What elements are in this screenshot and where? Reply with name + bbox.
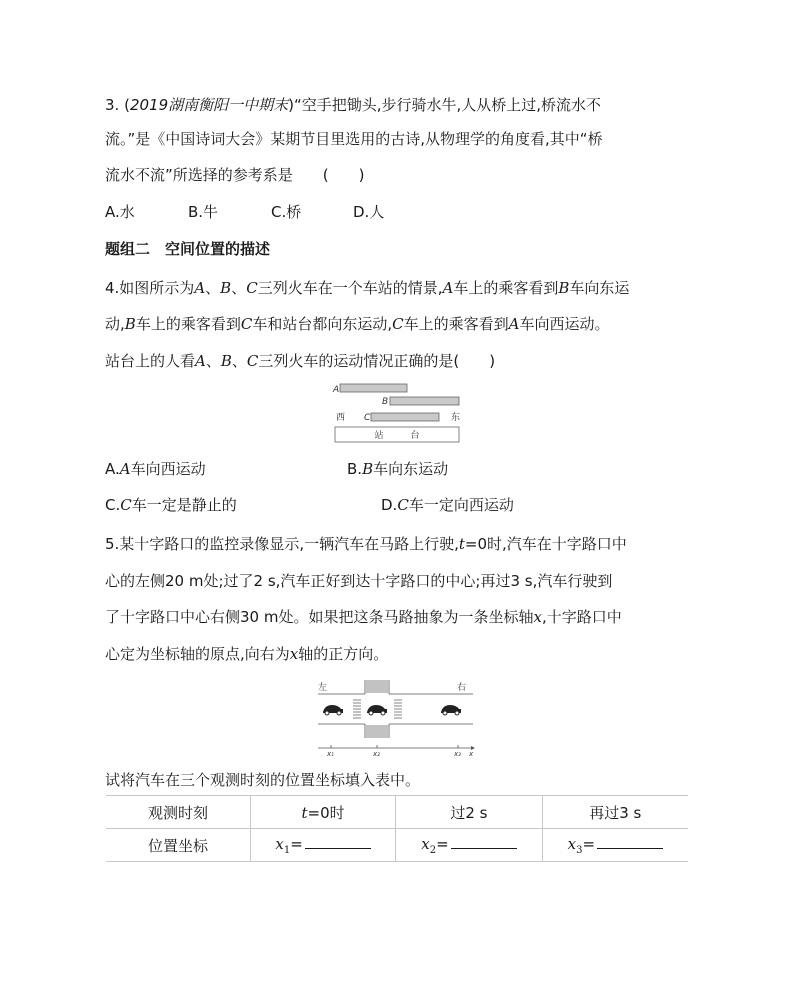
train-c: [371, 413, 439, 421]
x3-label: x₃: [454, 750, 461, 758]
x2-answer-blank[interactable]: [451, 834, 517, 849]
q5-line-2: 心的左侧20 m处;过了2 s,汽车正好到达十字路口的中心;再过3 s,汽车行驶到: [105, 572, 613, 590]
q4-option-d: D.C车一定向西运动: [381, 496, 514, 514]
q5-line-4: 心定为坐标轴的原点,向右为x轴的正方向。: [105, 645, 389, 663]
car-2-icon: [367, 705, 387, 715]
car-3-icon: [441, 705, 461, 715]
q3-option-a: A.水: [105, 203, 135, 221]
platform-label: 站 台: [374, 431, 420, 441]
x1-label: x₁: [327, 750, 334, 758]
east-label: 东: [451, 413, 461, 423]
train-station-figure: [330, 380, 464, 448]
group2-title: 题组二 空间位置的描述: [105, 240, 271, 258]
right-label: 右: [457, 683, 467, 693]
table-row: [106, 829, 688, 862]
q5-line-1: 5.某十字路口的监控录像显示,一辆汽车在马路上行驶,t=0时,汽车在十字路口中: [105, 535, 627, 553]
q4-option-b: B.B车向东运动: [347, 460, 449, 478]
crossroad-figure: [313, 676, 478, 758]
q4-line-2: 动,B车上的乘客看到C车和站台都向东运动,C车上的乘客看到A车向西运动。: [105, 315, 610, 333]
train-c-label: C: [364, 413, 371, 423]
x1-cell: $x_1=$: [250, 829, 395, 862]
left-label: 左: [318, 683, 328, 693]
table-header-after-2s: 过2 s: [396, 796, 542, 829]
west-label: 西: [336, 413, 346, 423]
q3-source: 2019湖南衡阳一中期末: [129, 96, 289, 114]
q3-line-1: 3. (2019湖南衡阳一中期末)“空手把锄头,步行骑水牛,人从桥上过,桥流水不: [105, 96, 602, 114]
train-b: [390, 397, 459, 405]
x1-answer-blank[interactable]: [305, 834, 371, 849]
table-header-after-3s: 再过3 s: [542, 796, 688, 829]
q3-line-2: 流。”是《中国诗词大会》某期节目里选用的古诗,从物理学的角度看,其中“桥: [105, 130, 603, 148]
table-row: [106, 796, 688, 829]
x2-label: x₂: [373, 750, 380, 758]
q3-option-c: C.桥: [271, 203, 302, 221]
table-header-time: 观测时刻: [106, 796, 250, 829]
x3-answer-blank[interactable]: [597, 834, 663, 849]
q5-line-3: 了十字路口中心右侧30 m处。如果把这条马路抽象为一条坐标轴x,十字路口中: [105, 608, 622, 626]
q4-line-3: 站台上的人看A、B、C三列火车的运动情况正确的是( ): [105, 352, 496, 370]
train-a-label: A: [333, 385, 340, 395]
q3-option-b: B.牛: [188, 203, 219, 221]
q3-line-3: 流水不流”所选择的参考系是 ( ): [105, 166, 365, 184]
train-a: [340, 384, 407, 392]
x2-cell: $x_2=$: [396, 829, 542, 862]
q4-option-a: A.A车向西运动: [105, 460, 206, 478]
q3-option-d: D.人: [353, 203, 385, 221]
q4-line-1: 4.如图所示为A、B、C三列火车在一个车站的情景,A车上的乘客看到B车向东运: [105, 279, 630, 297]
axis-label: x: [469, 750, 474, 758]
table-row-label: 位置坐标: [106, 829, 250, 862]
x3-cell: $x_3=$: [542, 829, 688, 862]
train-b-label: B: [382, 397, 389, 407]
q4-option-c: C.C车一定是静止的: [105, 496, 237, 514]
observation-table: [106, 795, 688, 862]
car-1-icon: [323, 705, 343, 715]
q5-table-intro: 试将汽车在三个观测时刻的位置坐标填入表中。: [105, 771, 421, 789]
table-header-t0: t=0时: [250, 796, 395, 829]
